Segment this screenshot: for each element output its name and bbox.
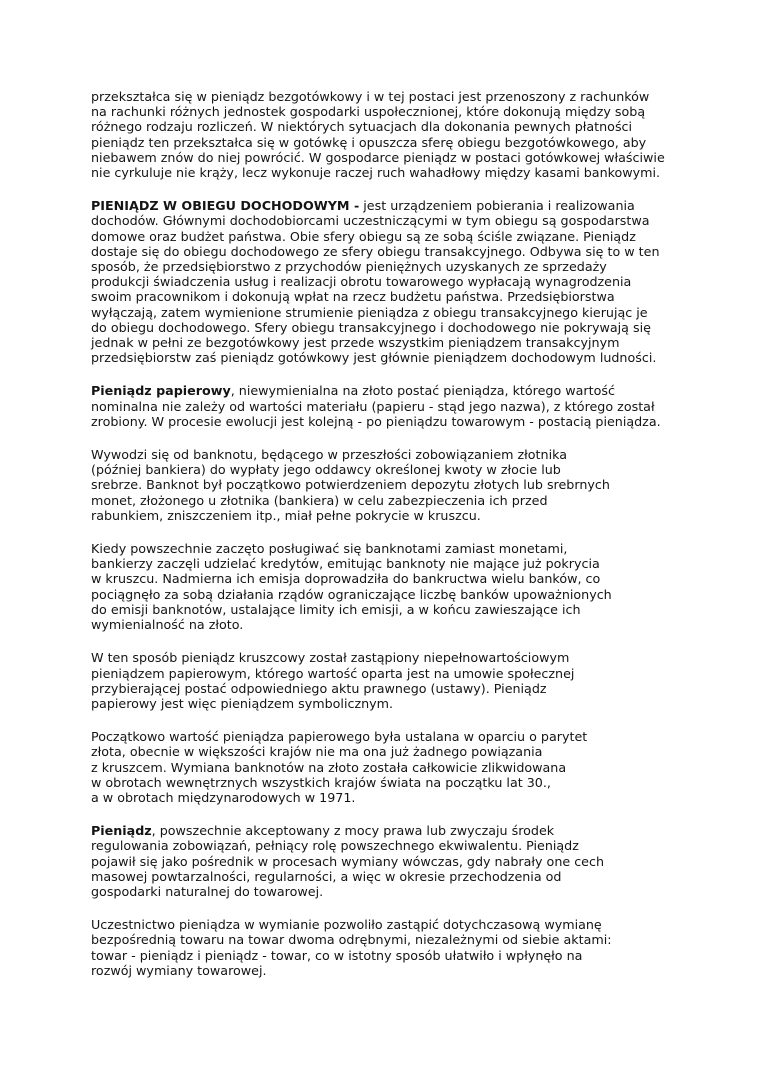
- text-line: regulowania zobowiązań, pełniący rolę powszechnego ekwiwalentu. Pieniądz: [91, 838, 579, 854]
- text-line: nominalna nie zależy od wartości materiału (papieru - stąd jego nazwa), z którego został: [91, 398, 655, 414]
- term-heading: Pieniądz: [91, 823, 152, 839]
- text-line: produkcji świadczenia usług i realizacji obrotu towarowego wypłacają wynagrodzenia: [91, 274, 632, 290]
- text-line: gospodarki naturalnej do towarowej.: [91, 883, 324, 899]
- paragraph-symbolic-money: [91, 650, 691, 711]
- text-line: srebrze. Banknot był początkowo potwierdzeniem depozytu złotych lub srebrnych: [91, 477, 610, 493]
- text-line: pieniądzem papierowym, którego wartość oparta jest na umowie społecznej: [91, 665, 575, 681]
- text-line: przybierającej postać odpowiedniego aktu prawnego (ustawy). Pieniądz: [91, 680, 547, 696]
- paragraph-banknote-origin: [91, 447, 691, 523]
- text-line: Początkowo wartość pieniądza papierowego była ustalana w oparciu o parytet: [91, 729, 588, 745]
- text-line: pociągnęło za sobą działania rządów ograniczające liczbę banków upoważnionych: [91, 586, 612, 602]
- text-line: na rachunki różnych jednostek gospodarki uspołecznionej, które dokonują między sobą: [91, 104, 646, 120]
- text-line: rabunkiem, zniszczeniem itp., miał pełne pokrycie w kruszcu.: [91, 507, 481, 523]
- paragraph-paper-money: [91, 383, 691, 429]
- paragraph-money-in-exchange: [91, 917, 691, 978]
- text-line: masowej powtarzalności, regularności, a więc w okresie przechodzenia od: [91, 868, 562, 884]
- document-page: [91, 89, 691, 996]
- text-line: [91, 198, 691, 213]
- term-heading: Pieniądz papierowy: [91, 383, 231, 399]
- text-line: [91, 383, 691, 398]
- text-line: wyłączają, zatem wymienione strumienie pieniądza z obiegu transakcyjnego kierując je: [91, 304, 648, 320]
- text-line: papierowy jest więc pieniądzem symbolicznym.: [91, 695, 394, 711]
- text-line: dostaje się do obiegu dochodowego ze sfery obiegu transakcyjnego. Odbywa się to w ten: [91, 243, 660, 259]
- paragraph-gold-parity: [91, 729, 691, 805]
- text-line: Uczestnictwo pieniądza w wymianie pozwoliło zastąpić dotychczasową wymianę: [91, 917, 602, 933]
- paragraph-banknote-credit: [91, 541, 691, 632]
- paragraph-money-definition: [91, 823, 691, 899]
- text-line: nie cyrkuluje nie krąży, lecz wykonuje raczej ruch wahadłowy między kasami bankowymi.: [91, 165, 661, 181]
- text-line: bezpośrednią towaru na towar dwoma odrębnymi, niezależnymi od siebie aktami:: [91, 932, 612, 948]
- text-run: jest urządzeniem pobierania i realizowania: [359, 198, 635, 214]
- text-line: Kiedy powszechnie zaczęto posługiwać się banknotami zamiast monetami,: [91, 541, 568, 557]
- text-line: w kruszcu. Nadmierna ich emisja doprowadziła do bankructwa wielu banków, co: [91, 571, 601, 587]
- text-line: pieniądz ten przekształca się w gotówkę i opuszcza sferę obiegu bezgotówkowego, aby: [91, 134, 647, 150]
- text-line: bankierzy zaczęli udzielać kredytów, emitując banknoty nie mające już pokrycia: [91, 556, 600, 572]
- text-line: Wywodzi się od banknotu, będącego w przeszłości zobowiązaniem złotnika: [91, 447, 567, 463]
- text-line: różnego rodzaju rozliczeń. W niektórych sytuacjach dla dokonania pewnych płatności: [91, 119, 633, 135]
- text-line: dochodów. Głównymi dochodobiorcami uczestniczącymi w tym obiegu są gospodarstwa: [91, 213, 650, 229]
- text-line: przedsiębiorstw zaś pieniądz gotówkowy jest głównie pieniądzem dochodowym ludności.: [91, 350, 657, 366]
- term-heading: PIENIĄDZ W OBIEGU DOCHODOWYM -: [91, 198, 360, 214]
- text-line: przekształca się w pieniądz bezgotówkowy i w tej postaci jest przenoszony z rachunków: [91, 89, 650, 104]
- text-line: w obrotach wewnętrznych wszystkich krajów świata na początku lat 30.,: [91, 774, 551, 790]
- text-line: niebawem znów do niej powrócić. W gospodarce pieniądz w postaci gotówkowej właściwie: [91, 149, 665, 165]
- text-line: W ten sposób pieniądz kruszcowy został zastąpiony niepełnowartościowym: [91, 650, 570, 666]
- text-line: towar - pieniądz i pieniądz - towar, co w istotny sposób ułatwiło i wpłynęło na: [91, 947, 583, 963]
- text-line: [91, 823, 691, 838]
- text-run: , niewymienialna na złoto postać pieniądza, którego wartość: [230, 383, 615, 399]
- text-line: monet, złożonego u złotnika (bankiera) w celu zabezpieczenia ich przed: [91, 492, 548, 508]
- text-line: pojawił się jako pośrednik w procesach wymiany wówczas, gdy nabrały one cech: [91, 853, 604, 869]
- text-line: a w obrotach międzynarodowych w 1971.: [91, 789, 356, 805]
- text-line: jednak w pełni ze bezgotówkowy jest przede wszystkim pieniądzem transakcyjnym: [91, 335, 620, 351]
- text-line: złota, obecnie w większości krajów nie ma ona już żadnego powiązania: [91, 744, 543, 760]
- text-line: do obiegu dochodowego. Sfery obiegu transakcyjnego i dochodowego nie pokrywają się: [91, 319, 651, 335]
- text-line: zrobiony. W procesie ewolucji jest kolejną - po pieniądzu towarowym - postacią pieniądza.: [91, 413, 661, 429]
- text-line: domowe oraz budżet państwa. Obie sfery obiegu są ze sobą ściśle związane. Pieniądz: [91, 228, 636, 244]
- paragraph-income-circulation: [91, 198, 691, 365]
- text-line: wymienialność na złoto.: [91, 617, 244, 633]
- paragraph-cashless-money: [91, 89, 691, 180]
- text-line: rozwój wymiany towarowej.: [91, 962, 267, 978]
- text-run: , powszechnie akceptowany z mocy prawa lub zwyczaju środek: [151, 823, 555, 839]
- text-line: (później bankiera) do wypłaty jego oddawcy określonej kwoty w złocie lub: [91, 462, 561, 478]
- text-line: z kruszcem. Wymiana banknotów na złoto została całkowicie zlikwidowana: [91, 759, 567, 775]
- text-line: sposób, że przedsiębiorstwo z przychodów pieniężnych uzyskanych ze sprzedaży: [91, 259, 607, 275]
- text-line: do emisji banknotów, ustalające limity ich emisji, a w końcu zawieszające ich: [91, 601, 581, 617]
- text-line: swoim pracownikom i dokonują wpłat na rzecz budżetu państwa. Przedsiębiorstwa: [91, 289, 615, 305]
